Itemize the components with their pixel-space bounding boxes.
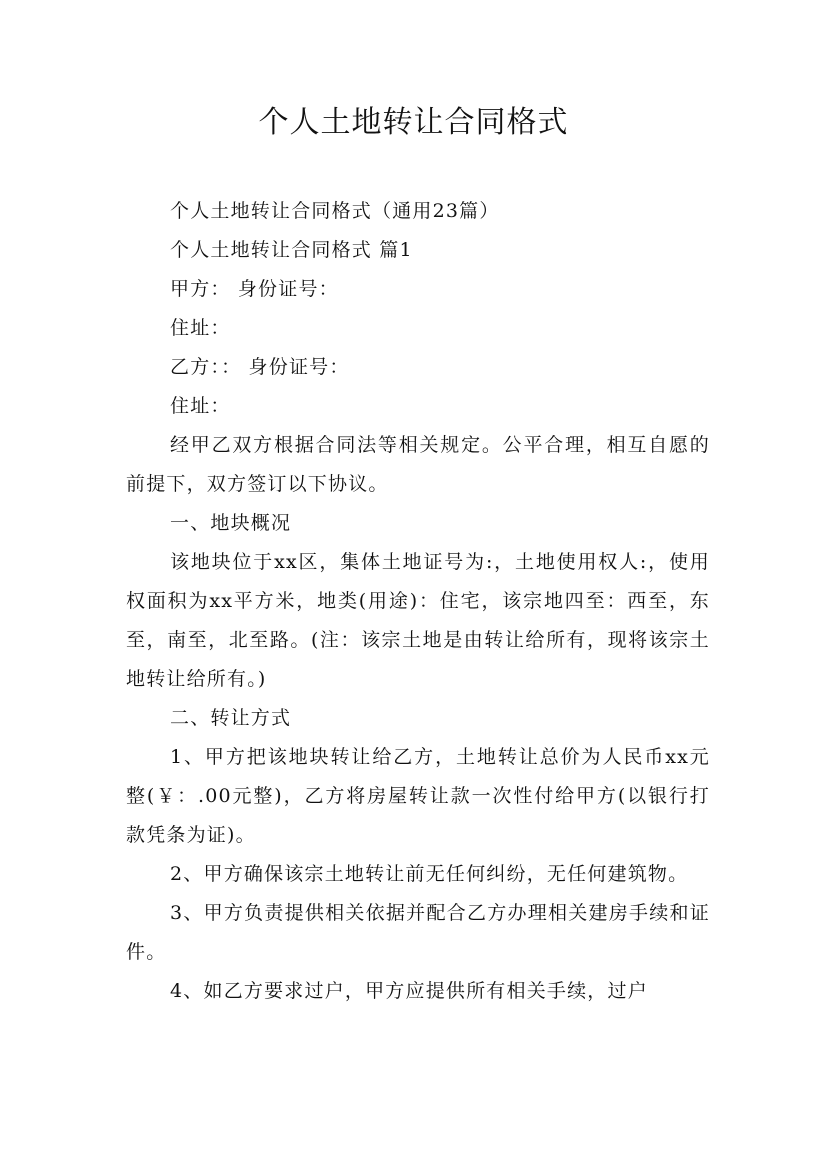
paragraph-clause-4: 4、如乙方要求过户，甲方应提供所有相关手续，过户	[170, 980, 648, 1002]
paragraph-party-a: 甲方： 身份证号：	[170, 278, 339, 300]
paragraph-section-heading: 个人土地转让合同格式 篇1	[170, 239, 413, 261]
paragraph-party-a-address: 住址：	[170, 317, 231, 339]
paragraph-clause-1: 1、甲方把该地块转让给乙方，土地转让总价为人民币xx元整(￥：.00元整)，乙方将房屋转让款一次性付给甲方(以银行打款凭条为证)。	[126, 746, 710, 846]
paragraph-subtitle: 个人土地转让合同格式（通用23篇）	[170, 200, 500, 222]
paragraph-clause-3: 3、甲方负责提供相关依据并配合乙方办理相关建房手续和证件。	[126, 902, 710, 963]
paragraph-clause-2: 2、甲方确保该宗土地转让前无任何纠纷，无任何建筑物。	[170, 863, 689, 885]
document-body	[126, 192, 710, 1011]
paragraph-heading-transfer-method: 二、转让方式	[170, 707, 292, 729]
paragraph-agreement-intro: 经甲乙双方根据合同法等相关规定。公平合理，相互自愿的前提下，双方签订以下协议。	[126, 434, 710, 495]
paragraph-land-overview: 该地块位于xx区，集体土地证号为:，土地使用权人:，使用权面积为xx平方米，地类(用途)：住宅，该宗地四至：西至，东至，南至，北至路。(注：该宗土地是由转让给所有，现将该宗土地转让给所有。)	[126, 551, 710, 690]
document-title: 个人土地转让合同格式	[258, 105, 569, 140]
paragraph-party-b: 乙方：： 身份证号：	[170, 356, 350, 378]
paragraph-heading-land-overview: 一、地块概况	[170, 512, 292, 534]
paragraph-party-b-address: 住址：	[170, 395, 231, 417]
